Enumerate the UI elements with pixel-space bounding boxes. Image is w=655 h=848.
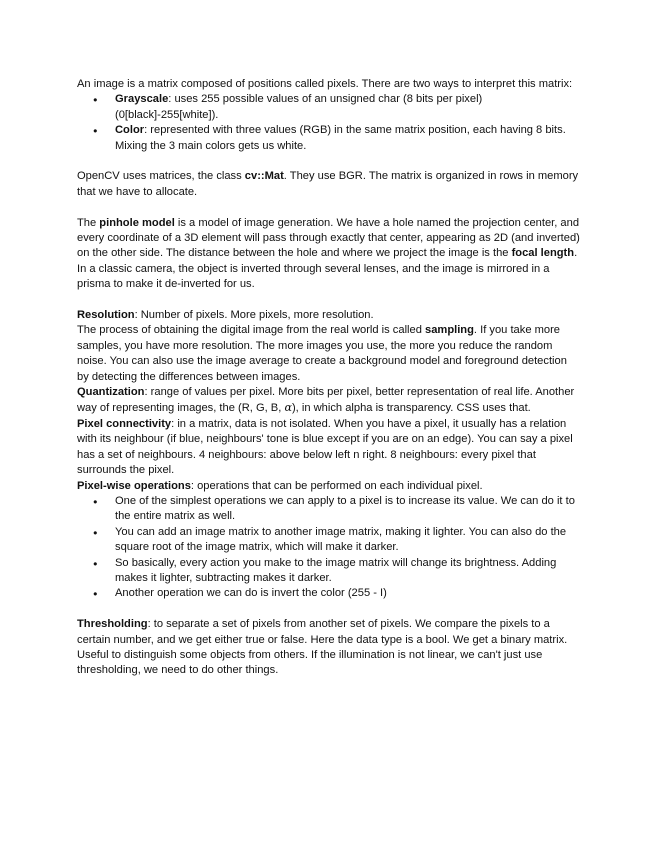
term-pixel-wise-operations: Pixel-wise operations (77, 479, 191, 492)
pixelwise-list (77, 494, 581, 602)
spacer (77, 602, 581, 617)
quantization-text-post: ), in which alpha is transparency. CSS uses that. (291, 402, 531, 415)
term-cv-mat: cv::Mat (244, 170, 284, 183)
pinhole-text-pre: The (77, 216, 100, 229)
term-grayscale: Grayscale (115, 93, 169, 106)
term-pinhole-model: pinhole model (99, 216, 175, 229)
opencv-paragraph (77, 169, 581, 200)
spacer (77, 200, 581, 215)
pinhole-text-post: . (574, 247, 578, 260)
sampling-paragraph (77, 323, 581, 385)
term-thresholding: Thresholding (77, 618, 148, 631)
term-quantization: Quantization (77, 386, 145, 399)
list-item-text: : uses 255 possible values of an unsigned char (8 bits per pixel) (0[black]-255[white]). (115, 93, 483, 121)
pixelwise-paragraph (77, 479, 581, 494)
connectivity-paragraph (77, 417, 581, 479)
pinhole-paragraph (77, 216, 581, 262)
list-item (115, 92, 581, 123)
opencv-text-pre: OpenCV uses matrices, the class (77, 170, 245, 183)
connectivity-text: : in a matrix, data is not isolated. When you have a pixel, it usually has a relation with its neighbour (if blue, neighbours' tone is blue except if you are on an edge). You can say a pixel has a set of neighbours. 4 neighbours: above below left n right. 8 neighbours: every pixel that surrounds the pixel. (77, 417, 573, 477)
quantization-paragraph (77, 385, 581, 417)
term-focal-length: focal length (511, 247, 575, 260)
list-item-text: : represented with three values (RGB) in the same matrix position, each having 8 bits. Mixing the 3 main colors gets us white. (115, 124, 566, 152)
resolution-paragraph (77, 308, 581, 323)
thresholding-text: : to separate a set of pixels from another set of pixels. We compare the pixels to a certain number, and we get either true or false. Here the data type is a bool. We get a binary matrix. Useful to distinguish some objects from others. If the illumination is not linear, we can't just use thresholding, we need to do other things. (77, 618, 568, 677)
alpha-symbol: α (284, 401, 292, 415)
intro-paragraph: An image is a matrix composed of positions called pixels. There are two ways to interpret this matrix: (77, 78, 573, 90)
list-item: ● So basically, every action you make to the image matrix will change its brightness. Adding makes it lighter, subtracting makes it darker. (115, 556, 581, 587)
pinhole-text-mid: is a model of image generation. We have a hole named the projection center, and every coordinate of a 3D element will pass through exactly that center, appearing as 2D (and inverted) on the other side. The distance between the hole and where we project the image is the (77, 216, 580, 260)
quantization-text: : range of values per pixel. More bits per pixel, better representation of real life. Another way of representing images, the (R, G, B, (77, 386, 575, 415)
resolution-text: : Number of pixels. More pixels, more resolution. (134, 309, 374, 322)
list-item (115, 123, 581, 154)
term-pixel-connectivity: Pixel connectivity (77, 417, 172, 430)
term-color: Color (115, 124, 145, 137)
term-resolution: Resolution (77, 309, 135, 322)
term-sampling: sampling (425, 324, 474, 337)
list-item: ● One of the simplest operations we can apply to a pixel is to increase its value. We can do it to the entire matrix as well. (115, 494, 581, 525)
sampling-text-post: . If you take more samples, you have more resolution. The more images you use, the more you reduce the random noise. You can also use the image average to create a background model and foreground detection by detecting the differences between images. (77, 324, 567, 383)
opencv-text-post: . They use BGR. The matrix is organized in rows in memory that we have to allocate. (77, 170, 579, 198)
spacer (77, 293, 581, 308)
pixelwise-text: : operations that can be performed on each individual pixel. (190, 479, 483, 492)
camera-paragraph: In a classic camera, the object is inverted through several lenses, and the image is mirrored in a prisma to make it de-inverted for us. (77, 262, 550, 291)
intro-list (77, 92, 581, 154)
sampling-text-pre: The process of obtaining the digital image from the real world is called (77, 324, 426, 337)
list-item: ● You can add an image matrix to another image matrix, making it lighter. You can also do the square root of the image matrix, which will make it darker. (115, 525, 581, 556)
spacer (77, 154, 581, 169)
list-item: ● Another operation we can do is invert the color (255 - I) (115, 586, 581, 601)
thresholding-paragraph (77, 617, 581, 679)
